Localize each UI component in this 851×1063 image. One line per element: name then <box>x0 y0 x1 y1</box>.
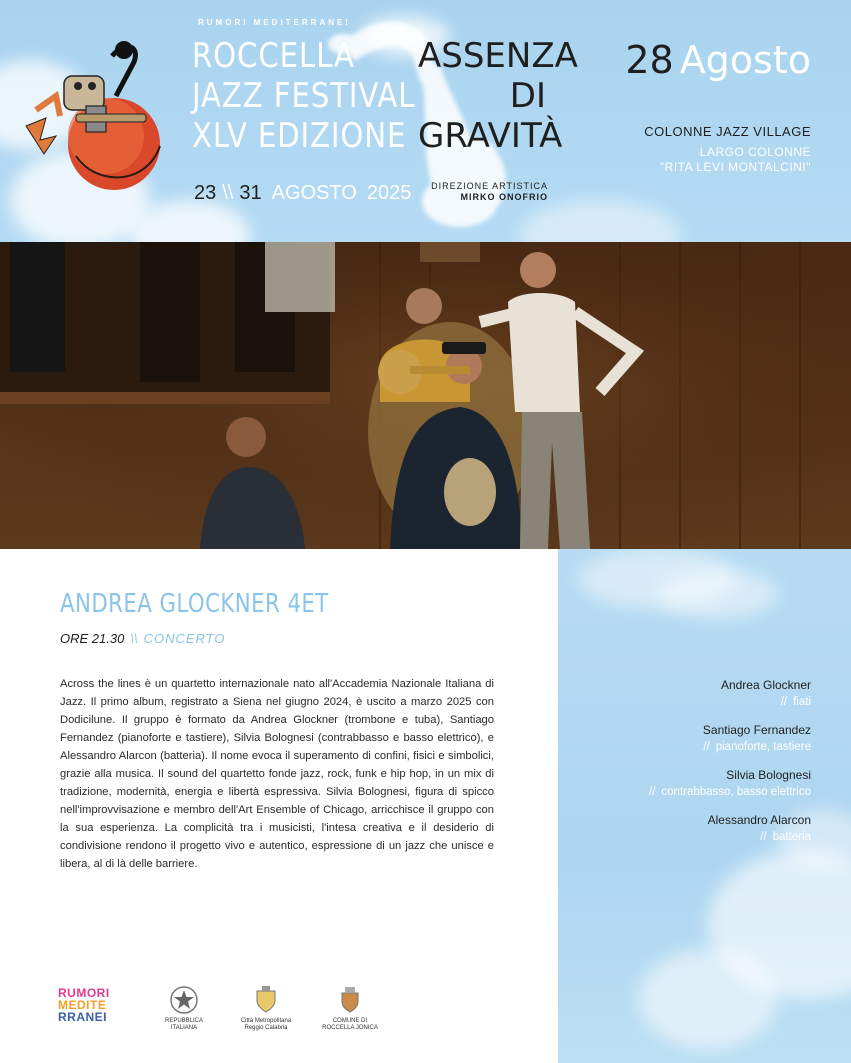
emblem-caption: Città Metropolitana Reggio Calabria <box>240 1018 292 1031</box>
festival-kicker: RUMORI MEDITERRANEI <box>198 18 351 27</box>
member-role-row <box>571 739 811 755</box>
event-description: Across the lines è un quartetto internazionale nato all'Accademia Nazionale Italiana di Jazz. Il primo album, registrato a Siena nel giugno 2024, è uscito a marzo 2025 con Dodicilune. Il gruppo è formato da Andrea Glockner (trombone e tuba), Santiago Fernandez (pianoforte e tastiere), Silvia Bolognesi (contrabbasso e basso elettrico), e Alessandro Alarcon (batteria). Il nome evoca il superamento di confini, fisici e simbolici, grazie alla musica. Il sound del quartetto fonde jazz, rock, funk e hip hop, in un mix di tradizione, modernità, energia e libertà espressiva. Silvia Bolognesi, figura di spicco nell'improvvisazione e membro dell'Art Ensemble of Chicago, arricchisce il gruppo con la sua esperienza. La complicità tra i musicisti, l'intesa creativa e il desiderio di condivisione rendono il progetto vivo e autentico, espressione di un jazz che unisce e libera, al di là delle barriere. <box>60 678 494 870</box>
member-name: Andrea Glockner <box>720 678 811 692</box>
festival-year: 2025 <box>366 182 412 204</box>
lineup-panel <box>558 549 851 1063</box>
venue-address-line: LARGO COLONNE <box>699 145 811 159</box>
comune-roccella-emblem <box>320 985 380 1032</box>
member-role: batteria <box>772 831 811 843</box>
rumori-mediterranei-logo <box>58 987 124 1023</box>
repubblica-italiana-emblem <box>154 985 214 1032</box>
lineup-member <box>571 677 811 710</box>
role-separator: // <box>760 831 767 843</box>
event-day: 28 <box>625 38 674 82</box>
event-month: Agosto <box>679 38 811 82</box>
emblem-caption: REPUBBLICA ITALIANA <box>164 1018 203 1031</box>
festival-title-line: ROCCELLA <box>192 36 355 76</box>
festival-title-line: JAZZ FESTIVAL <box>192 76 416 116</box>
poster-header <box>0 0 851 242</box>
festival-theme-line: DI <box>509 76 546 116</box>
member-name: Santiago Fernandez <box>702 723 811 737</box>
role-separator: // <box>703 741 710 753</box>
date-separator: \\ <box>222 182 234 204</box>
venue-name: COLONNE JAZZ VILLAGE <box>644 124 811 139</box>
artistic-direction-label: DIREZIONE ARTISTICA <box>431 181 548 191</box>
festival-end-day: 31 <box>239 182 262 204</box>
lineup-list <box>571 677 811 857</box>
member-role: pianoforte, tastiere <box>715 741 811 753</box>
logo-line: RUMORI <box>58 986 110 1000</box>
event-venue <box>644 124 811 175</box>
festival-theme-line: GRAVITÀ <box>418 116 563 156</box>
logo-line: MEDITE <box>58 998 107 1012</box>
member-name: Alessandro Alarcon <box>707 813 811 827</box>
band-name: ANDREA GLOCKNER 4ET <box>60 589 329 619</box>
member-role-row <box>571 694 811 710</box>
emblem-caption: COMUNE DI ROCCELLA JONICA <box>322 1018 378 1031</box>
role-separator: // <box>649 786 656 798</box>
member-role: fiati <box>793 696 811 708</box>
time-separator: \\ <box>130 631 138 646</box>
lineup-member <box>571 812 811 845</box>
logo-line: RRANEI <box>58 1010 108 1024</box>
member-role: contrabbasso, basso elettrico <box>661 786 811 798</box>
event-time-row <box>60 631 225 646</box>
role-separator: // <box>780 696 788 708</box>
crest-icon <box>335 985 365 1015</box>
star-emblem-icon <box>169 985 199 1015</box>
member-role-row <box>571 829 811 845</box>
lineup-member <box>571 767 811 800</box>
festival-title <box>192 36 416 156</box>
band-photo <box>0 242 851 549</box>
event-kind: CONCERTO <box>143 631 226 646</box>
artistic-director-name: MIRKO ONOFRIO <box>460 192 548 202</box>
event-date <box>625 38 811 82</box>
citta-metropolitana-emblem <box>236 985 296 1032</box>
artistic-direction <box>400 181 548 203</box>
event-time: ORE 21.30 <box>60 631 125 646</box>
festival-title-line: XLV EDIZIONE <box>192 116 407 156</box>
venue-address-line: "RITA LEVI MONTALCINI" <box>659 160 811 174</box>
festival-theme-line: ASSENZA <box>418 36 578 76</box>
festival-theme <box>418 36 578 156</box>
festival-start-day: 23 <box>194 182 217 204</box>
member-name: Silvia Bolognesi <box>726 768 811 782</box>
festival-mascot-illustration <box>16 36 176 196</box>
festival-dates <box>194 182 411 205</box>
member-role-row <box>571 784 811 800</box>
festival-month: AGOSTO <box>271 182 357 204</box>
lineup-member <box>571 722 811 755</box>
shield-crest-icon <box>251 985 281 1015</box>
